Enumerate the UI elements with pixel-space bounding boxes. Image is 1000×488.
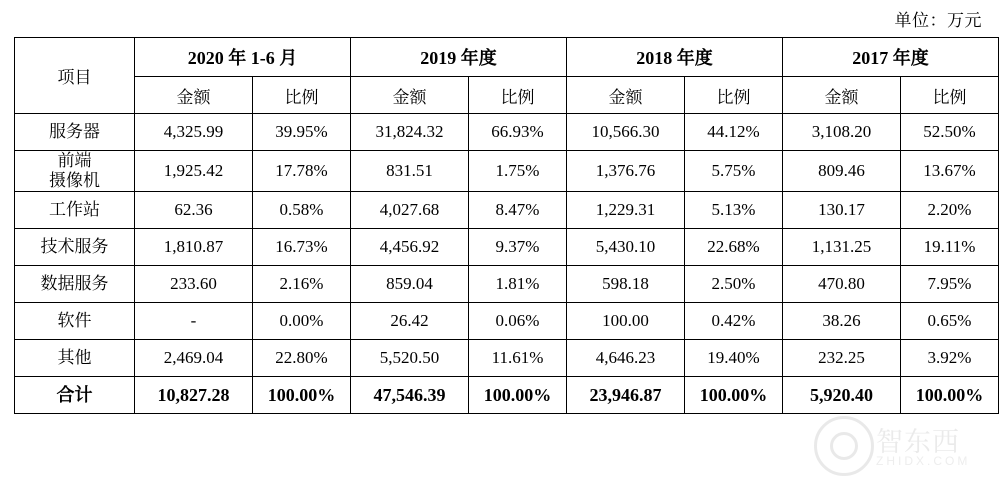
cell-amount: 4,027.68 xyxy=(351,192,469,229)
cell-ratio: 0.42% xyxy=(685,303,783,340)
table-row xyxy=(15,114,999,151)
revenue-breakdown-table xyxy=(14,37,999,414)
watermark-text: 智东西 xyxy=(876,427,960,457)
cell-amount: 809.46 xyxy=(783,151,901,192)
row-label-server: 服务器 xyxy=(15,114,135,151)
cell-ratio: 13.67% xyxy=(901,151,999,192)
cell-total-amount: 5,920.40 xyxy=(783,377,901,414)
column-header-ratio-0: 比例 xyxy=(253,77,351,114)
cell-ratio: 0.58% xyxy=(253,192,351,229)
cell-amount: 1,925.42 xyxy=(135,151,253,192)
row-label-technical-service: 技术服务 xyxy=(15,229,135,266)
cell-ratio: 5.75% xyxy=(685,151,783,192)
cell-total-amount: 10,827.28 xyxy=(135,377,253,414)
cell-ratio: 1.81% xyxy=(469,266,567,303)
row-label-other: 其他 xyxy=(15,340,135,377)
cell-total-ratio: 100.00% xyxy=(685,377,783,414)
cell-total-ratio: 100.00% xyxy=(253,377,351,414)
row-label-data-service: 数据服务 xyxy=(15,266,135,303)
cell-total-ratio: 100.00% xyxy=(469,377,567,414)
column-header-amount-1: 金额 xyxy=(351,77,469,114)
column-header-period-0: 2020 年 1-6 月 xyxy=(135,38,351,77)
cell-ratio: 0.06% xyxy=(469,303,567,340)
cell-amount: 38.26 xyxy=(783,303,901,340)
cell-ratio: 3.92% xyxy=(901,340,999,377)
cell-ratio: 22.80% xyxy=(253,340,351,377)
cell-ratio: 2.16% xyxy=(253,266,351,303)
cell-amount: 859.04 xyxy=(351,266,469,303)
cell-amount: 1,376.76 xyxy=(567,151,685,192)
cell-ratio: 9.37% xyxy=(469,229,567,266)
table-row xyxy=(15,229,999,266)
cell-ratio: 19.40% xyxy=(685,340,783,377)
row-label-workstation: 工作站 xyxy=(15,192,135,229)
cell-ratio: 39.95% xyxy=(253,114,351,151)
column-header-period-2: 2018 年度 xyxy=(567,38,783,77)
cell-ratio: 17.78% xyxy=(253,151,351,192)
cell-amount: 470.80 xyxy=(783,266,901,303)
row-label-front-camera xyxy=(15,151,135,192)
cell-ratio: 52.50% xyxy=(901,114,999,151)
cell-amount: 100.00 xyxy=(567,303,685,340)
table-row xyxy=(15,151,999,192)
cell-ratio: 8.47% xyxy=(469,192,567,229)
cell-ratio: 22.68% xyxy=(685,229,783,266)
cell-amount: 62.36 xyxy=(135,192,253,229)
cell-ratio: 0.65% xyxy=(901,303,999,340)
cell-total-amount: 47,546.39 xyxy=(351,377,469,414)
unit-note: 单位：万元 xyxy=(894,11,982,30)
cell-amount: 233.60 xyxy=(135,266,253,303)
column-header-amount-2: 金额 xyxy=(567,77,685,114)
cell-ratio: 66.93% xyxy=(469,114,567,151)
column-header-item: 项目 xyxy=(15,38,135,114)
table-header-row-subcolumns xyxy=(15,77,999,114)
cell-ratio: 0.00% xyxy=(253,303,351,340)
cell-amount: 232.25 xyxy=(783,340,901,377)
cell-amount: 1,131.25 xyxy=(783,229,901,266)
cell-amount: 130.17 xyxy=(783,192,901,229)
column-header-period-3: 2017 年度 xyxy=(783,38,999,77)
column-header-ratio-1: 比例 xyxy=(469,77,567,114)
row-label-software: 软件 xyxy=(15,303,135,340)
column-header-ratio-2: 比例 xyxy=(685,77,783,114)
watermark-logo-icon xyxy=(814,416,874,476)
column-header-amount-0: 金额 xyxy=(135,77,253,114)
cell-amount: 3,108.20 xyxy=(783,114,901,151)
cell-amount: 10,566.30 xyxy=(567,114,685,151)
cell-ratio: 19.11% xyxy=(901,229,999,266)
cell-amount: 31,824.32 xyxy=(351,114,469,151)
column-header-amount-3: 金额 xyxy=(783,77,901,114)
cell-amount: 598.18 xyxy=(567,266,685,303)
row-label-line1: 前端 xyxy=(57,151,92,170)
cell-amount: 4,456.92 xyxy=(351,229,469,266)
table-total-row xyxy=(15,377,999,414)
cell-amount: 4,325.99 xyxy=(135,114,253,151)
cell-amount: 1,810.87 xyxy=(135,229,253,266)
cell-amount: 831.51 xyxy=(351,151,469,192)
cell-ratio: 7.95% xyxy=(901,266,999,303)
cell-amount: 5,430.10 xyxy=(567,229,685,266)
cell-total-amount: 23,946.87 xyxy=(567,377,685,414)
cell-ratio: 5.13% xyxy=(685,192,783,229)
watermark xyxy=(814,412,984,482)
row-label-total: 合计 xyxy=(15,377,135,414)
table-row xyxy=(15,192,999,229)
cell-amount: 4,646.23 xyxy=(567,340,685,377)
cell-amount: 5,520.50 xyxy=(351,340,469,377)
column-header-period-1: 2019 年度 xyxy=(351,38,567,77)
cell-ratio: 1.75% xyxy=(469,151,567,192)
cell-total-ratio: 100.00% xyxy=(901,377,999,414)
cell-amount: - xyxy=(135,303,253,340)
column-header-ratio-3: 比例 xyxy=(901,77,999,114)
cell-amount: 2,469.04 xyxy=(135,340,253,377)
table-header-row-periods xyxy=(15,38,999,77)
cell-amount: 26.42 xyxy=(351,303,469,340)
cell-ratio: 2.20% xyxy=(901,192,999,229)
table-row xyxy=(15,266,999,303)
cell-ratio: 11.61% xyxy=(469,340,567,377)
table-row xyxy=(15,340,999,377)
row-label-line2: 摄像机 xyxy=(49,171,100,191)
watermark-subtext: ZHIDX.COM xyxy=(876,454,971,468)
cell-ratio: 44.12% xyxy=(685,114,783,151)
cell-ratio: 2.50% xyxy=(685,266,783,303)
table-row xyxy=(15,303,999,340)
cell-ratio: 16.73% xyxy=(253,229,351,266)
cell-amount: 1,229.31 xyxy=(567,192,685,229)
